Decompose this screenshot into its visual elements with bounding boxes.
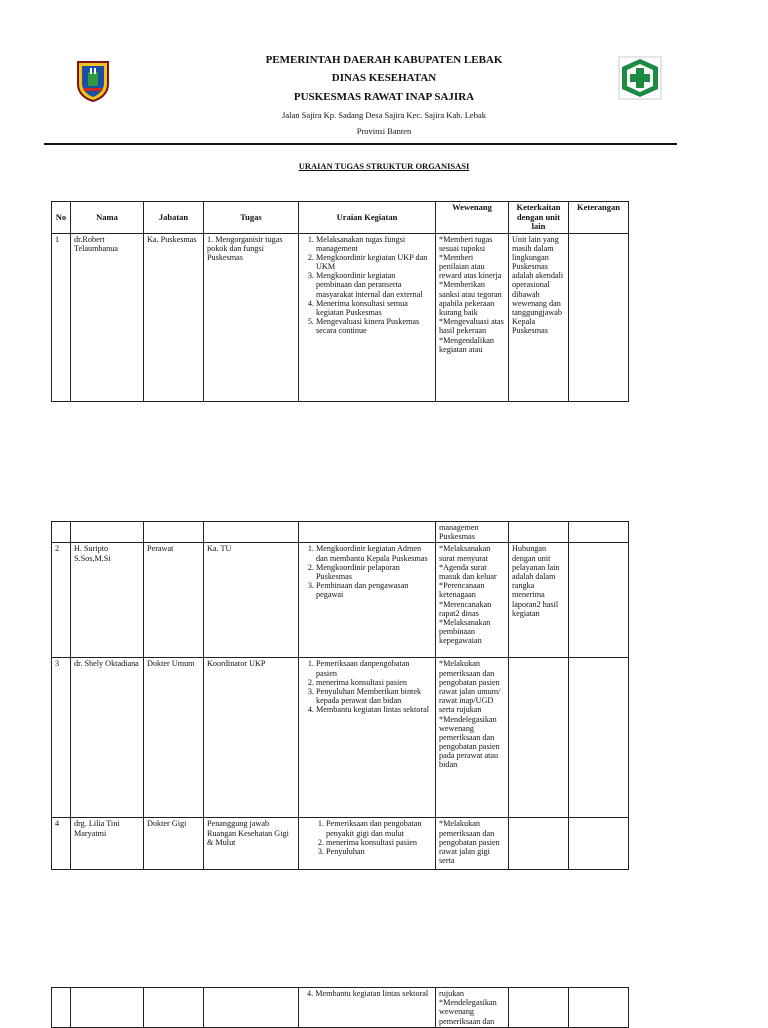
cell-jabatan: Dokter Gigi <box>144 818 204 870</box>
cell-uraian <box>299 522 436 543</box>
cell-wewenang: *Melakukan pemeriksaan dan pengobatan pasien rawat jalan umum/ rawat inap/UGD serta rujukan *Mendelegasikan wewenang pemeriksaan dan pengobatan pasien pada perawat atau bidan <box>436 658 509 818</box>
cell-keterangan <box>569 522 629 543</box>
uraian-item: 2. Mengkoordinir kegiatan UKP dan UKM <box>316 253 432 271</box>
uraian-item: 2. Mengkoordinir pelaporan Puskesmas <box>316 563 432 581</box>
cell-keterkaitan <box>509 522 569 543</box>
uraian-item: 4. Menerima konsultasi semua kegiatan Puskesmas <box>316 299 432 317</box>
cell-no <box>52 988 71 1028</box>
organization-task-table-page-2 <box>51 521 629 870</box>
cell-tugas: 1. Mengorganisir tugas pokok dan fungsi Puskesmas <box>204 233 299 401</box>
col-header-no: No <box>52 202 71 234</box>
cell-keterangan <box>569 818 629 870</box>
table-row-continuation <box>52 522 629 543</box>
uraian-item: 5. Mengevaluasi kinera Puskemas secara continue <box>316 317 432 335</box>
cell-nama <box>71 522 144 543</box>
table-row <box>52 658 629 818</box>
cell-no: 3 <box>52 658 71 818</box>
organization-task-table-page-1 <box>51 201 629 402</box>
cell-nama: dr.Robert Telaumbanua <box>71 233 144 401</box>
cell-tugas <box>204 988 299 1028</box>
cell-uraian <box>299 233 436 401</box>
uraian-item-number: 4. <box>307 989 314 998</box>
cell-no <box>52 522 71 543</box>
col-header-keterkaitan: Keterkaitan dengan unit lain <box>509 202 569 234</box>
header-province: Provinsi Banten <box>356 126 412 136</box>
table-header-row <box>52 202 629 234</box>
table-row <box>52 818 629 870</box>
col-header-jabatan: Jabatan <box>144 202 204 234</box>
uraian-item: 2. menerima konsultasi pasien <box>316 678 432 687</box>
cell-wewenang: *Melaksanakan surat menyurat *Agenda surat masuk dan keluar *Perencanaan ketenagaan *Merencanakan rapat2 dinas *Melaksanakan pembinaan kepegawaian <box>436 543 509 658</box>
cell-jabatan: Ka. Puskesmas <box>144 233 204 401</box>
cell-jabatan <box>144 522 204 543</box>
col-header-wewenang: Wewenang <box>436 202 509 234</box>
uraian-item: 3. Mengkoordinir kegiatan pembinaan dan peranserta masyarakat internal dan external <box>316 271 432 299</box>
table-row <box>52 233 629 401</box>
uraian-item: 3. Penyuluhan <box>326 847 432 856</box>
cell-keterkaitan <box>509 818 569 870</box>
header-government: PEMERINTAH DAERAH KABUPATEN LEBAK <box>265 54 503 66</box>
cell-keterangan <box>569 233 629 401</box>
cell-keterangan <box>569 988 629 1028</box>
cell-uraian <box>299 988 436 1028</box>
cell-tugas: Koordinator UKP <box>204 658 299 818</box>
cell-tugas: Penanggung jawab Ruangan Kesehatan Gigi & Mulut <box>204 818 299 870</box>
header-department: DINAS KESEHATAN <box>331 72 437 84</box>
uraian-item: 1. Melaksanakan tugas fungsi management <box>316 235 432 253</box>
uraian-item: Membantu kegiatan lintas sektoral <box>315 989 429 998</box>
uraian-item: 1. Pemeriksaan danpengobatan pasien <box>316 659 432 677</box>
cell-jabatan: Perawat <box>144 543 204 658</box>
cell-no: 2 <box>52 543 71 658</box>
cell-wewenang: *Memberi tugas sesuai tupoksi *Memberi penilaian atau reward atas kinerja *Memberikan sanksi atau tegoran apabila pekeraan kurang baik *Mengevaluasi atas hasil pekeraan *Mengendalikan kegiatan atau <box>436 233 509 401</box>
uraian-item: 2. menerima konsultasi pasien <box>326 838 432 847</box>
uraian-item: 3. Pembinaan dan pengawasan pegawai <box>316 581 432 599</box>
col-header-uraian: Uraian Kegiatan <box>299 202 436 234</box>
cell-nama: dr. Shely Oktadiana <box>71 658 144 818</box>
table-row <box>52 543 629 658</box>
cell-uraian <box>299 818 436 870</box>
cell-uraian <box>299 658 436 818</box>
header-divider <box>44 143 677 145</box>
uraian-item: 1. Pemeriksaan dan pengobatan penyakit gigi dan mulut <box>326 819 432 837</box>
document-title: URAIAN TUGAS STRUKTUR ORGANISASI <box>298 161 470 171</box>
cell-keterkaitan: Hubungan dengan unit pelayanan lain adalah dalam rangka menerima laporan2 hasil kegiatan <box>509 543 569 658</box>
uraian-item: 4. Membantu kegiatan lintas sektoral <box>316 705 432 714</box>
cell-nama: drg. Lilia Tini Maryatmi <box>71 818 144 870</box>
cell-wewenang: managemen Puskesmas <box>436 522 509 543</box>
cell-jabatan: Dokter Umum <box>144 658 204 818</box>
cell-wewenang: rujukan *Mendelegasikan wewenang pemeriksaan dan <box>436 988 509 1028</box>
col-header-tugas: Tugas <box>204 202 299 234</box>
uraian-item: 3. Penyuluhan Memberikan bintek kepada perawat dan bidan <box>316 687 432 705</box>
cell-nama <box>71 988 144 1028</box>
cell-tugas <box>204 522 299 543</box>
cell-keterangan <box>569 658 629 818</box>
cell-tugas: Ka. TU <box>204 543 299 658</box>
col-header-nama: Nama <box>71 202 144 234</box>
cell-wewenang: *Melakukan pemeriksaan dan pengobatan pasien rawat jalan gigi serta <box>436 818 509 870</box>
cell-keterkaitan <box>509 988 569 1028</box>
cell-no: 4 <box>52 818 71 870</box>
col-header-keterangan: Keterangan <box>569 202 629 234</box>
header-puskesmas: PUSKESMAS RAWAT INAP SAJIRA <box>293 91 475 103</box>
table-row-continuation <box>52 988 629 1028</box>
cell-jabatan <box>144 988 204 1028</box>
cell-keterkaitan <box>509 658 569 818</box>
cell-keterangan <box>569 543 629 658</box>
cell-uraian <box>299 543 436 658</box>
uraian-item: 1. Mengkoordinir kegiatan Admen dan membantu Kepala Puskesmas <box>316 544 432 562</box>
cell-no: 1 <box>52 233 71 401</box>
cell-keterkaitan: Unit lain yang masih dalam lingkungan Puskesmas adalah akendali operasional dibawah wewenang dan tanggungjawab Kepala Puskesmas <box>509 233 569 401</box>
cell-nama: H. Suripto S.Sos,M.Si <box>71 543 144 658</box>
header-address: Jalan Sajira Kp. Sadang Desa Sajira Kec. Sajira Kab. Lebak <box>282 110 486 120</box>
organization-task-table-page-3 <box>51 987 629 1028</box>
